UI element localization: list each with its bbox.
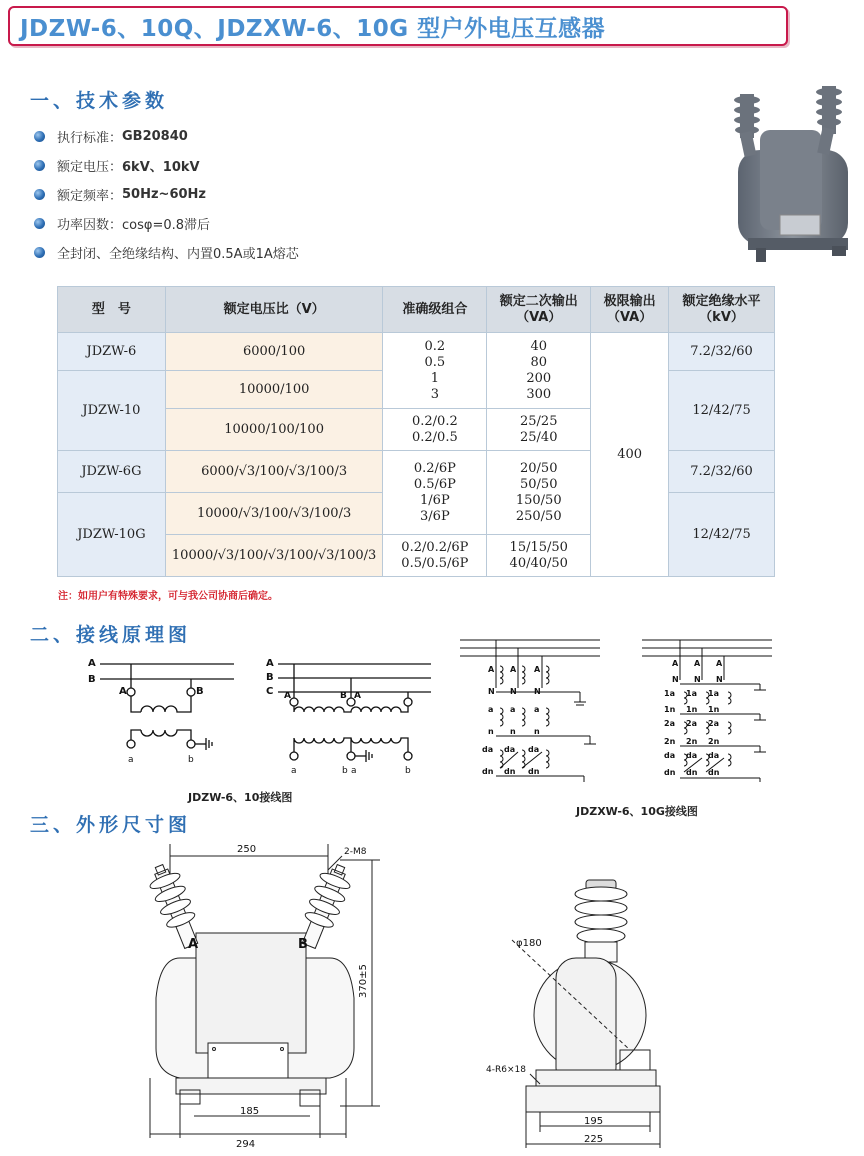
svg-text:dn: dn xyxy=(528,767,540,776)
svg-text:N: N xyxy=(510,687,517,696)
svg-text:2n: 2n xyxy=(686,737,698,746)
svg-text:da: da xyxy=(686,751,698,760)
ratio-cell: 10000/100 xyxy=(165,371,383,409)
svg-text:2a: 2a xyxy=(664,719,675,728)
table-row xyxy=(58,333,775,371)
table-note: 注：如用户有特殊要求，可与我公司协商后确定。 xyxy=(58,591,278,602)
section-dimensions-heading: 三、外形尺寸图 xyxy=(30,814,192,836)
wiring-caption-jdzxw: JDZXW-6、10G接线图 xyxy=(576,805,698,818)
output-cell: 15/15/50 40/40/50 xyxy=(487,535,591,577)
svg-text:dn: dn xyxy=(686,768,698,777)
accuracy-cell: 0.2/0.2 0.2/0.5 xyxy=(383,409,487,451)
spec-item: 执行标准： GB20840 xyxy=(34,122,594,151)
table-header-row xyxy=(58,287,775,333)
svg-text:a: a xyxy=(291,766,297,776)
ratio-cell: 10000/√3/100/√3/100/√3/100/3 xyxy=(165,535,383,577)
spec-item: 功率因数：cosφ=0.8滞后 xyxy=(34,209,594,238)
svg-text:n: n xyxy=(510,727,516,736)
svg-text:da: da xyxy=(482,745,494,754)
svg-text:n: n xyxy=(488,727,494,736)
svg-text:dn: dn xyxy=(504,767,516,776)
header-cell: 型 号 xyxy=(58,287,166,333)
bullet-icon xyxy=(34,218,45,229)
dim-bolt: 2-M8 xyxy=(344,847,367,857)
svg-text:b: b xyxy=(405,766,411,776)
svg-text:2a: 2a xyxy=(686,719,697,728)
header-cell: 额定电压比（V） xyxy=(165,287,383,333)
svg-text:da: da xyxy=(708,751,720,760)
svg-text:dn: dn xyxy=(664,768,676,777)
svg-text:a: a xyxy=(128,755,134,765)
svg-text:B: B xyxy=(196,686,204,697)
bullet-icon xyxy=(34,160,45,171)
wiring-diagram-jdzxw xyxy=(460,632,780,782)
svg-text:1n: 1n xyxy=(708,705,720,714)
svg-text:A: A xyxy=(284,691,291,701)
output-cell: 25/25 25/40 xyxy=(487,409,591,451)
model-cell: JDZW-6G xyxy=(58,451,166,493)
svg-text:A: A xyxy=(88,658,96,669)
svg-text:dn: dn xyxy=(482,767,494,776)
svg-text:b: b xyxy=(188,755,194,765)
limit-cell: 400 xyxy=(591,333,669,577)
model-cell: JDZW-10 xyxy=(58,371,166,451)
spec-item: 额定频率： 50Hz~60Hz xyxy=(34,180,594,209)
svg-text:2a: 2a xyxy=(708,719,719,728)
ratio-cell: 10000/100/100 xyxy=(165,409,383,451)
svg-text:1a: 1a xyxy=(664,689,675,698)
svg-text:a: a xyxy=(510,705,516,714)
svg-text:N: N xyxy=(716,675,723,684)
svg-text:2n: 2n xyxy=(664,737,676,746)
dim-mount: 4-R6×18 xyxy=(486,1065,526,1075)
svg-text:dn: dn xyxy=(708,768,720,777)
dim-diameter: φ180 xyxy=(516,938,542,949)
insulation-cell: 7.2/32/60 xyxy=(669,333,775,371)
output-cell: 20/50 50/50 150/50 250/50 xyxy=(487,451,591,535)
svg-text:A: A xyxy=(510,665,517,674)
accuracy-cell: 0.2/0.2/6P 0.5/0.5/6P xyxy=(383,535,487,577)
bullet-icon xyxy=(34,247,45,258)
ratio-cell: 6000/√3/100/√3/100/3 xyxy=(165,451,383,493)
model-cell: JDZW-6 xyxy=(58,333,166,371)
svg-text:n: n xyxy=(534,727,540,736)
svg-text:A: A xyxy=(716,659,723,668)
svg-text:A: A xyxy=(694,659,701,668)
svg-text:a: a xyxy=(534,705,540,714)
svg-text:N: N xyxy=(488,687,495,696)
spec-item: 全封闭、全绝缘结构、内置0.5A或1A熔芯 xyxy=(34,238,594,267)
svg-text:B: B xyxy=(266,672,274,683)
model-cell: JDZW-10G xyxy=(58,493,166,577)
svg-text:a: a xyxy=(351,766,357,776)
title-banner xyxy=(8,6,788,46)
svg-text:1a: 1a xyxy=(708,689,719,698)
spec-list xyxy=(34,122,594,267)
accuracy-cell: 0.2/6P 0.5/6P 1/6P 3/6P xyxy=(383,451,487,535)
svg-text:A: A xyxy=(266,658,274,669)
phase-a-label: A xyxy=(188,937,199,952)
section-wiring-heading: 二、接线原理图 xyxy=(30,624,192,646)
dim-height: 370±5 xyxy=(358,964,369,998)
svg-text:A: A xyxy=(354,691,361,701)
svg-text:N: N xyxy=(534,687,541,696)
wiring-diagram-jdzw xyxy=(86,652,436,777)
spec-item: 额定电压： 6kV、10kV xyxy=(34,151,594,180)
svg-text:B: B xyxy=(340,691,347,701)
accuracy-cell: 0.2 0.5 1 3 xyxy=(383,333,487,409)
svg-text:da: da xyxy=(664,751,676,760)
svg-text:A: A xyxy=(672,659,679,668)
svg-text:a: a xyxy=(488,705,494,714)
dim-base-inner: 185 xyxy=(240,1106,260,1117)
svg-text:da: da xyxy=(528,745,540,754)
dim-base-outer: 294 xyxy=(236,1139,256,1150)
svg-text:N: N xyxy=(694,675,701,684)
svg-text:b: b xyxy=(342,766,348,776)
page-title: JDZW-6、10Q、JDZXW-6、10G 型户外电压互感器 xyxy=(20,15,606,42)
insulation-cell: 12/42/75 xyxy=(669,371,775,451)
svg-text:C: C xyxy=(266,686,274,697)
phase-b-label: B xyxy=(298,937,308,952)
front-view-drawing xyxy=(140,838,390,1150)
wiring-caption-jdzw: JDZW-6、10接线图 xyxy=(188,791,293,804)
svg-text:B: B xyxy=(88,674,96,685)
header-cell: 额定二次输出 （VA） xyxy=(487,287,591,333)
dim-top-width: 250 xyxy=(237,844,257,855)
header-cell: 准确级组合 xyxy=(383,287,487,333)
header-cell: 极限输出 （VA） xyxy=(591,287,669,333)
dim-side-outer: 225 xyxy=(584,1134,604,1145)
section-tech-heading: 一、技术参数 xyxy=(30,90,169,112)
svg-text:A: A xyxy=(488,665,495,674)
svg-text:1a: 1a xyxy=(686,689,697,698)
bullet-icon xyxy=(34,189,45,200)
product-photo xyxy=(720,80,860,280)
header-cell: 额定绝缘水平 （kV） xyxy=(669,287,775,333)
dim-side-inner: 195 xyxy=(584,1116,604,1127)
svg-text:2n: 2n xyxy=(708,737,720,746)
bullet-icon xyxy=(34,131,45,142)
insulation-cell: 7.2/32/60 xyxy=(669,451,775,493)
svg-text:1n: 1n xyxy=(664,705,676,714)
ratio-cell: 10000/√3/100/√3/100/3 xyxy=(165,493,383,535)
svg-text:A: A xyxy=(119,686,127,697)
parameter-table xyxy=(57,286,775,577)
svg-text:1n: 1n xyxy=(686,705,698,714)
side-view-drawing xyxy=(470,870,710,1152)
svg-text:A: A xyxy=(534,665,541,674)
ratio-cell: 6000/100 xyxy=(165,333,383,371)
output-cell: 40 80 200 300 xyxy=(487,333,591,409)
svg-text:da: da xyxy=(504,745,516,754)
svg-text:N: N xyxy=(672,675,679,684)
insulation-cell: 12/42/75 xyxy=(669,493,775,577)
